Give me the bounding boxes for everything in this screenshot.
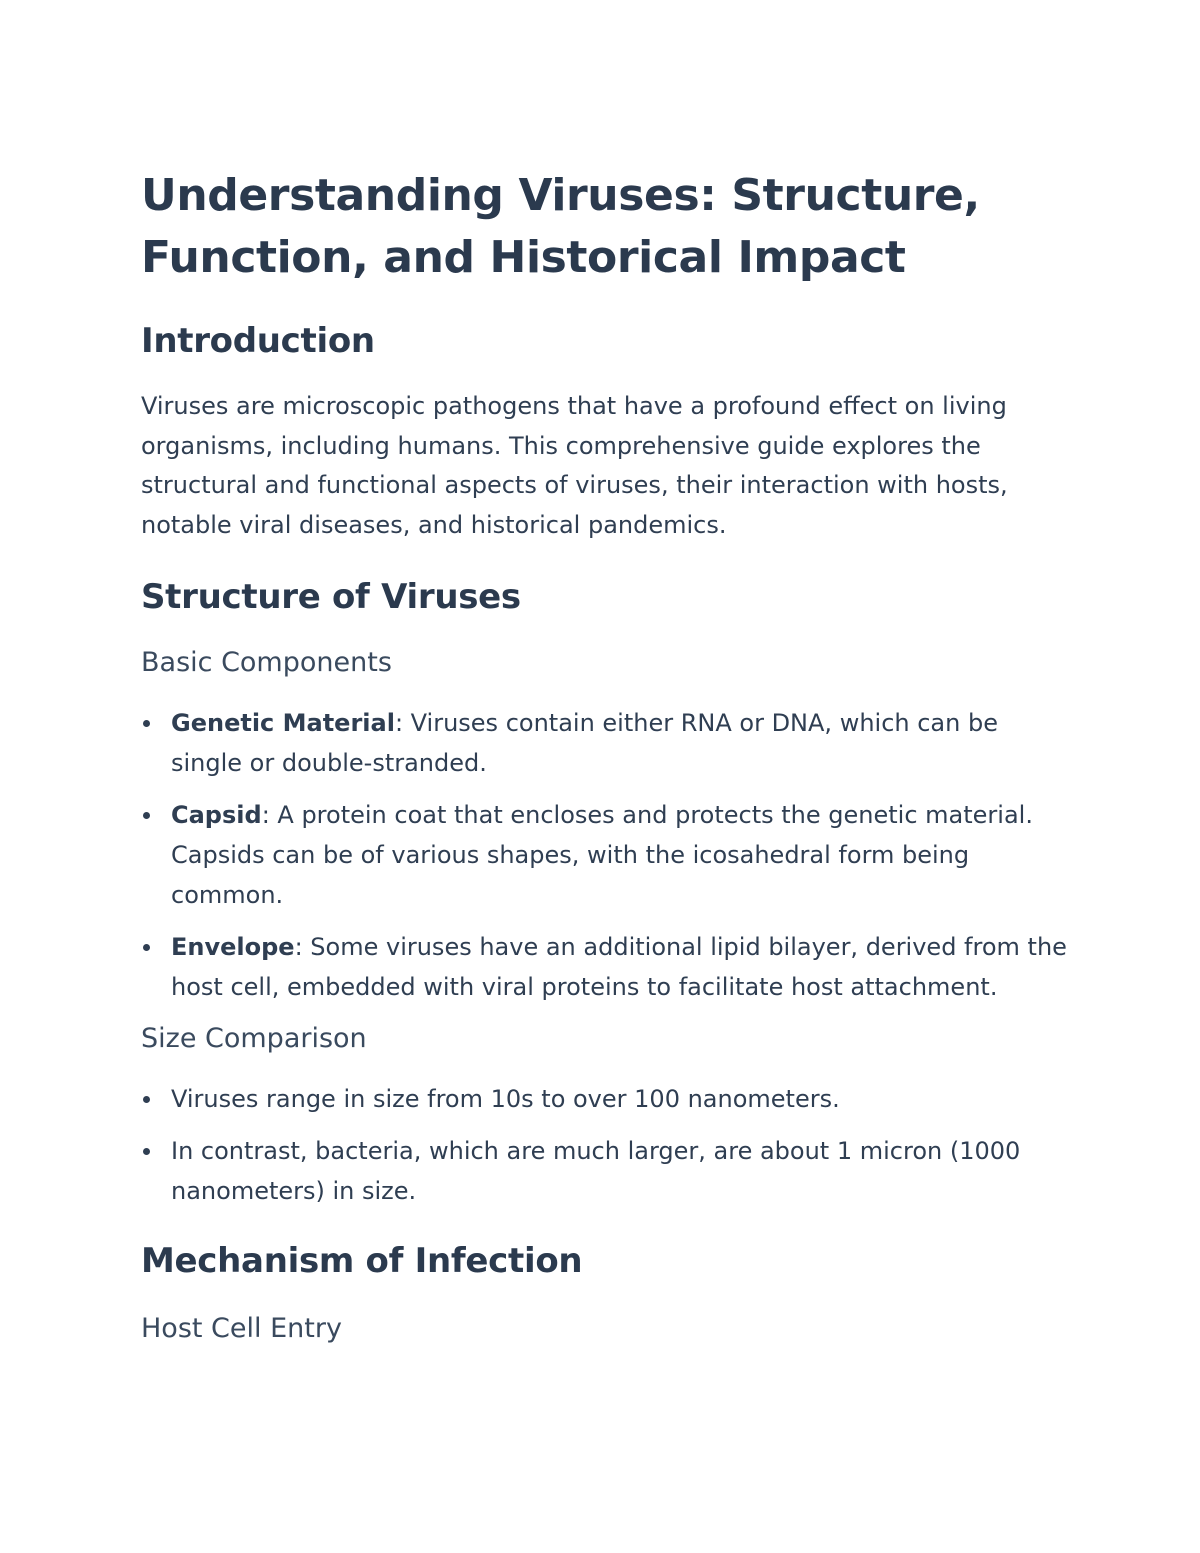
- bullet-icon: [143, 1148, 150, 1155]
- list-item: [141, 795, 1071, 915]
- structure-heading: Structure of Viruses: [141, 577, 521, 617]
- document-content: [141, 165, 1071, 1347]
- list-item-text: : A protein coat that encloses and protects the genetic material. Capsids can be of various shapes, with the icosahedral form being common.: [171, 801, 1033, 909]
- list-item-text: Viruses range in size from 10s to over 100 nanometers.: [171, 1085, 840, 1113]
- list-item-text: In contrast, bacteria, which are much larger, are about 1 micron (1000 nanometers) in size.: [171, 1137, 1021, 1205]
- basic-components-heading: Basic Components: [141, 647, 392, 678]
- size-comparison-heading: Size Comparison: [141, 1023, 367, 1054]
- list-item-text: : Viruses contain either RNA or DNA, which can be single or double-stranded.: [171, 709, 998, 777]
- size-comparison-list: [141, 1079, 1071, 1211]
- introduction-heading: Introduction: [141, 321, 375, 361]
- document-title: Understanding Viruses: Structure, Function, and Historical Impact: [141, 170, 980, 283]
- list-item: [141, 1079, 1071, 1119]
- list-item-text: : Some viruses have an additional lipid bilayer, derived from the host cell, embedded with viral proteins to facilitate host attachment.: [171, 933, 1067, 1001]
- basic-components-list: [141, 703, 1071, 1007]
- host-cell-entry-heading: Host Cell Entry: [141, 1313, 342, 1344]
- list-item-term: Capsid: [171, 801, 262, 829]
- bullet-icon: [143, 1096, 150, 1103]
- list-item-term: Genetic Material: [171, 709, 395, 737]
- mechanism-heading: Mechanism of Infection: [141, 1241, 583, 1281]
- introduction-paragraph: Viruses are microscopic pathogens that have a profound effect on living organisms, including humans. This comprehensive guide explores the structural and functional aspects of viruses, their interaction with hosts, notable viral diseases, and historical pandemics.: [141, 392, 1008, 539]
- bullet-icon: [143, 720, 150, 727]
- list-item: [141, 703, 1071, 783]
- list-item: [141, 1131, 1071, 1211]
- list-item-term: Envelope: [171, 933, 295, 961]
- bullet-icon: [143, 812, 150, 819]
- bullet-icon: [143, 944, 150, 951]
- list-item: [141, 927, 1071, 1007]
